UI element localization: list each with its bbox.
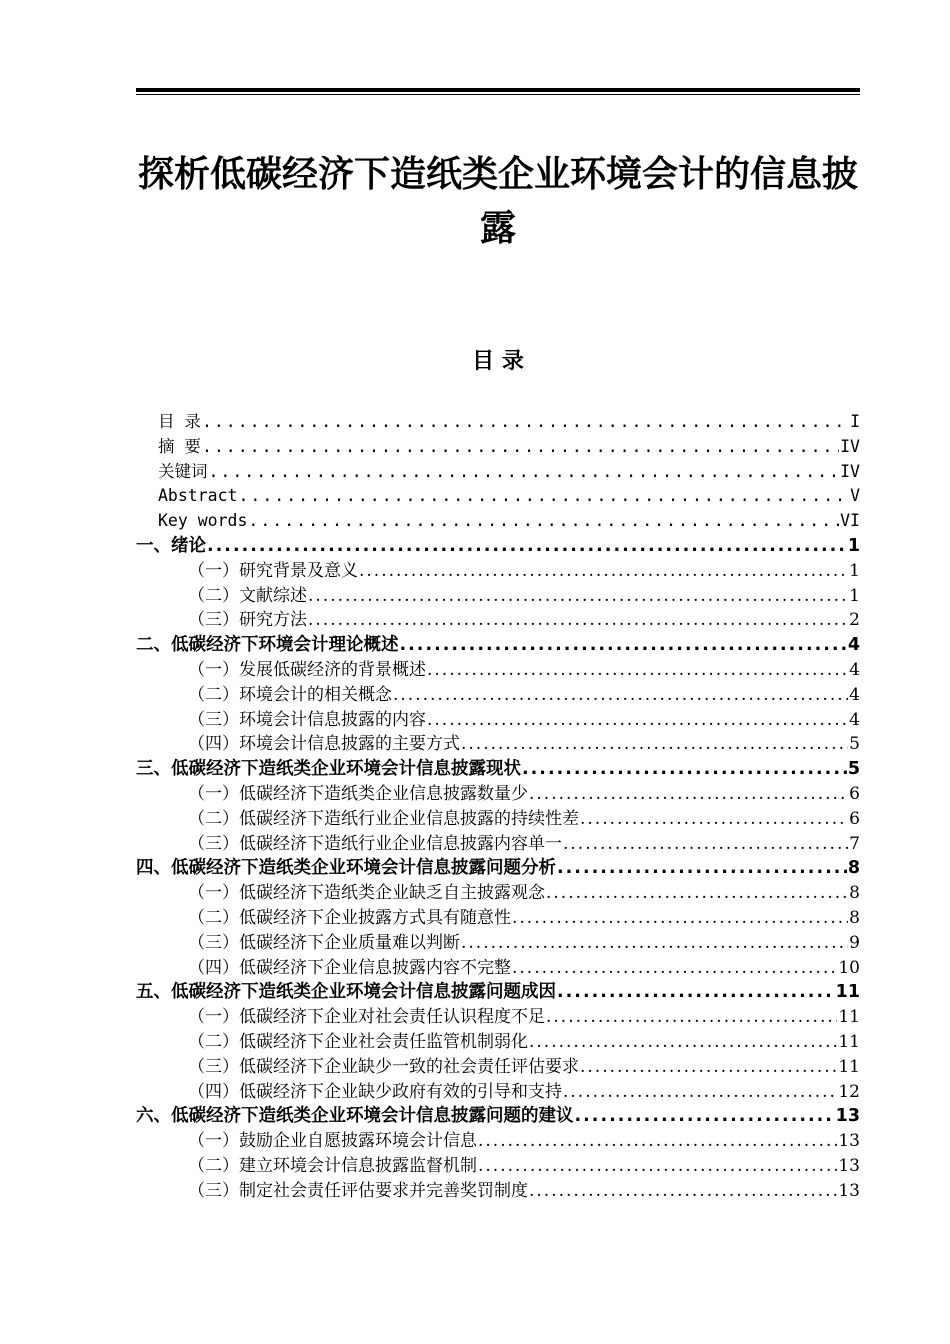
toc-leader-dots — [580, 807, 848, 832]
toc-entry-label: （一）低碳经济下造纸类企业信息披露数量少 — [188, 783, 528, 804]
toc-entry-label: （一）低碳经济下企业对社会责任认识程度不足 — [188, 1007, 545, 1028]
toc-entry-label: （一）鼓励企业自愿披露环境会计信息 — [188, 1131, 477, 1152]
toc-entry-label: （四）低碳经济下企业信息披露内容不完整 — [188, 957, 511, 978]
toc-entry-page: 13 — [838, 1180, 860, 1201]
toc-entry[interactable] — [136, 881, 860, 906]
toc-leader-dots — [308, 584, 848, 609]
toc-leader-dots — [575, 1104, 835, 1129]
toc-entry-label: 六、低碳经济下造纸类企业环境会计信息披露问题的建议 — [136, 1106, 574, 1127]
toc-entry[interactable] — [136, 931, 860, 956]
toc-leader-dots — [202, 410, 849, 435]
toc-entry-page: 10 — [838, 957, 860, 978]
toc-heading: 目 录 — [472, 349, 524, 374]
toc-leader-dots — [557, 856, 847, 881]
toc-leader-dots — [209, 460, 840, 485]
toc-entry[interactable] — [136, 584, 860, 609]
toc-entry[interactable] — [136, 832, 860, 857]
toc-leader-dots — [546, 881, 848, 906]
toc-entry-label: （四）环境会计信息披露的主要方式 — [188, 734, 460, 755]
toc-entry-label: 一、绪论 — [136, 535, 206, 556]
toc-entry-label: 五、低碳经济下造纸类企业环境会计信息披露问题成因 — [136, 982, 556, 1003]
toc-entry-label: （三）制定社会责任评估要求并完善奖罚制度 — [188, 1180, 528, 1201]
toc-entry-page: 5 — [847, 759, 860, 780]
toc-leader-dots — [512, 906, 848, 931]
toc-leader-dots — [207, 534, 847, 559]
toc-entry-page: V — [850, 486, 860, 506]
toc-entry-page: 13 — [835, 1106, 860, 1127]
toc-entry[interactable] — [136, 1154, 860, 1179]
toc-entry-label: 关键词 — [158, 461, 208, 481]
toc-entry-label: （一）发展低碳经济的背景概述 — [188, 659, 426, 680]
toc-entry[interactable] — [136, 757, 860, 782]
toc-leader-dots — [461, 732, 848, 757]
header-rule-thick — [136, 88, 860, 92]
toc-entry[interactable] — [136, 708, 860, 733]
toc-entry[interactable] — [136, 1005, 860, 1030]
toc-entry-page: 7 — [849, 833, 860, 854]
toc-leader-dots — [529, 1179, 837, 1204]
toc-leader-dots — [478, 1129, 837, 1154]
toc-entry-page: 8 — [849, 907, 860, 928]
toc-entry-page: 4 — [849, 684, 860, 705]
toc-entry[interactable] — [136, 856, 860, 881]
toc-entry[interactable] — [136, 484, 860, 509]
toc-entry-page: 11 — [835, 982, 860, 1003]
toc-entry[interactable] — [136, 608, 860, 633]
toc-entry-label: Key words — [158, 511, 248, 531]
toc-entry[interactable] — [136, 534, 860, 559]
toc-entry-page: 4 — [849, 659, 860, 680]
toc-entry-page: IV — [840, 436, 860, 456]
toc-entry-page: 11 — [838, 1056, 860, 1077]
header-rule-thin — [136, 94, 860, 95]
toc-entry[interactable] — [136, 460, 860, 485]
toc-entry-page: 6 — [849, 783, 860, 804]
toc-leader-dots — [427, 658, 848, 683]
toc-entry-label: 四、低碳经济下造纸类企业环境会计信息披露问题分析 — [136, 858, 556, 879]
toc-entry-page: 5 — [849, 734, 860, 755]
toc-entry-label: 目 录 — [158, 412, 201, 431]
toc-entry-label: 摘 要 — [158, 436, 201, 456]
toc-entry-label: （三）环境会计信息披露的内容 — [188, 709, 426, 730]
document-title: 探析低碳经济下造纸类企业环境会计的信息披露 — [137, 154, 858, 249]
toc-entry[interactable] — [136, 658, 860, 683]
toc-entry[interactable] — [136, 1129, 860, 1154]
toc-entry-page: 8 — [849, 883, 860, 904]
toc-leader-dots — [393, 683, 848, 708]
toc-entry-page: 1 — [849, 585, 860, 606]
toc-entry-label: （一）研究背景及意义 — [188, 560, 358, 581]
toc-entry[interactable] — [136, 1055, 860, 1080]
toc-leader-dots — [308, 608, 848, 633]
toc-entry[interactable] — [136, 807, 860, 832]
toc-entry-page: IV — [840, 461, 860, 481]
toc-leader-dots — [202, 435, 839, 460]
toc-entry-page: 6 — [849, 808, 860, 829]
toc-entry[interactable] — [136, 1179, 860, 1204]
toc-entry-label: 二、低碳经济下环境会计理论概述 — [136, 635, 399, 656]
toc-leader-dots — [563, 832, 848, 857]
toc-leader-dots — [248, 509, 839, 534]
toc-leader-dots — [512, 956, 837, 981]
toc-leader-dots — [427, 708, 848, 733]
toc-entry[interactable] — [136, 956, 860, 981]
toc-entry-label: 三、低碳经济下造纸类企业环境会计信息披露现状 — [136, 759, 521, 780]
toc-entry-page: 1 — [847, 535, 860, 556]
toc-entry-page: 11 — [838, 1031, 860, 1052]
toc-entry[interactable] — [136, 410, 860, 435]
toc-leader-dots — [461, 931, 848, 956]
toc-entry[interactable] — [136, 980, 860, 1005]
toc-leader-dots — [580, 1055, 837, 1080]
toc-entry-label: （三）低碳经济下企业质量难以判断 — [188, 932, 460, 953]
toc-entry-page: 12 — [838, 1081, 860, 1102]
toc-entry[interactable] — [136, 782, 860, 807]
toc-entry[interactable] — [136, 1030, 860, 1055]
toc-leader-dots — [529, 1030, 837, 1055]
toc-entry-label: （三）低碳经济下造纸行业企业信息披露内容单一 — [188, 833, 562, 854]
toc-leader-dots — [557, 980, 835, 1005]
toc-entry-page: 11 — [838, 1007, 860, 1028]
toc-entry-label: （二）文献综述 — [188, 585, 307, 606]
toc-entry-label: （一）低碳经济下造纸类企业缺乏自主披露观念 — [188, 883, 545, 904]
toc-entry[interactable] — [136, 683, 860, 708]
toc-entry-page: 4 — [847, 635, 860, 656]
toc-entry-label: （二）低碳经济下企业披露方式具有随意性 — [188, 907, 511, 928]
toc-entry[interactable] — [136, 906, 860, 931]
toc-entry-page: 4 — [849, 709, 860, 730]
toc-entry-label: （二）建立环境会计信息披露监督机制 — [188, 1155, 477, 1176]
toc-entry-label: （四）低碳经济下企业缺少政府有效的引导和支持 — [188, 1081, 562, 1102]
toc-entry[interactable] — [136, 1080, 860, 1105]
table-of-contents — [136, 410, 860, 1204]
toc-entry[interactable] — [136, 509, 860, 534]
toc-entry-page: I — [850, 412, 860, 431]
toc-entry[interactable] — [136, 732, 860, 757]
toc-leader-dots — [478, 1154, 837, 1179]
toc-leader-dots — [522, 757, 847, 782]
toc-entry-label: （二）低碳经济下造纸行业企业信息披露的持续性差 — [188, 808, 579, 829]
toc-leader-dots — [546, 1005, 837, 1030]
toc-entry-page: 9 — [849, 932, 860, 953]
toc-leader-dots — [400, 633, 847, 658]
toc-entry-label: （三）研究方法 — [188, 610, 307, 631]
toc-leader-dots — [359, 559, 848, 584]
toc-entry-page: 1 — [849, 560, 860, 581]
toc-entry[interactable] — [136, 435, 860, 460]
toc-entry-label: （三）低碳经济下企业缺少一致的社会责任评估要求 — [188, 1056, 579, 1077]
toc-entry-page: 13 — [838, 1155, 860, 1176]
toc-entry-page: 8 — [847, 858, 860, 879]
toc-leader-dots — [238, 484, 849, 509]
toc-entry[interactable] — [136, 633, 860, 658]
toc-entry[interactable] — [136, 1104, 860, 1129]
toc-entry-label: （二）环境会计的相关概念 — [188, 684, 392, 705]
toc-entry-label: Abstract — [158, 486, 238, 506]
toc-entry-page: 2 — [849, 610, 860, 631]
toc-entry[interactable] — [136, 559, 860, 584]
toc-leader-dots — [563, 1080, 837, 1105]
toc-entry-label: （二）低碳经济下企业社会责任监管机制弱化 — [188, 1031, 528, 1052]
toc-entry-page: 13 — [838, 1131, 860, 1152]
toc-entry-page: VI — [840, 511, 860, 531]
toc-leader-dots — [529, 782, 848, 807]
